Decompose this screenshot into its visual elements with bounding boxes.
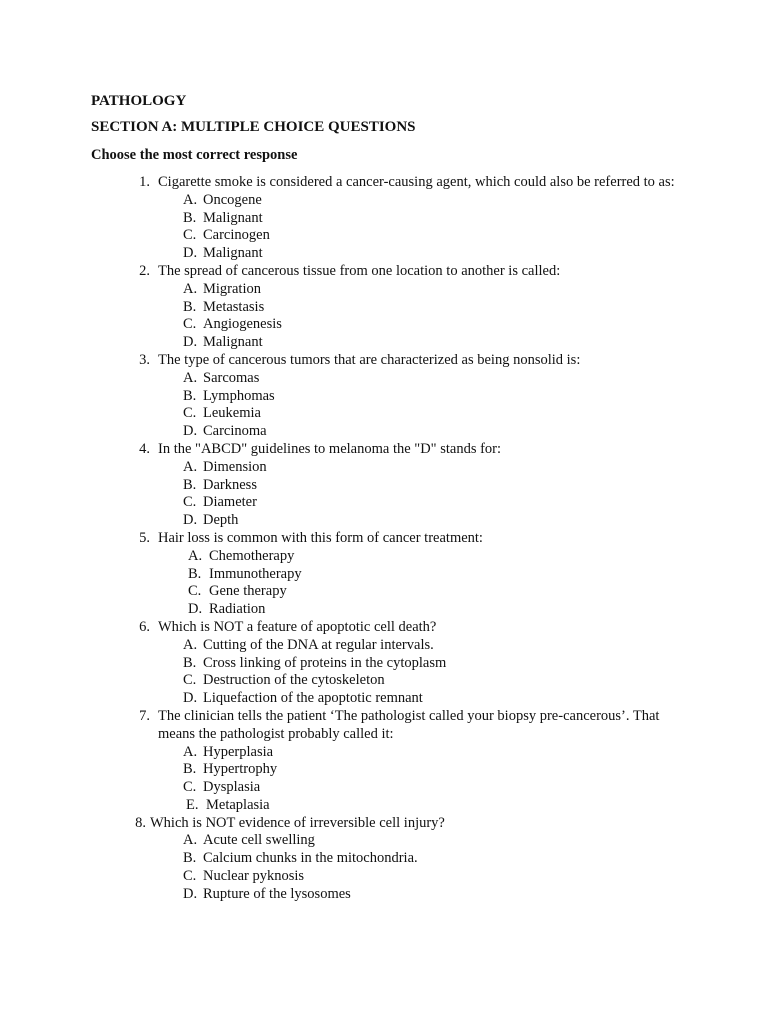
option-letter: B. <box>183 761 197 778</box>
question-number: 3. <box>139 351 150 368</box>
answer-option <box>0 548 768 566</box>
option-text: Dysplasia <box>203 779 261 796</box>
option-text: Calcium chunks in the mitochondria. <box>203 850 418 867</box>
option-text: Oncogene <box>203 191 262 208</box>
option-letter: D. <box>183 690 198 707</box>
option-text: Lymphomas <box>203 387 275 404</box>
answer-option <box>0 494 768 512</box>
answer-option <box>0 850 768 868</box>
option-letter: A. <box>183 832 198 849</box>
answer-option <box>0 423 768 441</box>
question-text: Hair loss is common with this form of cancer treatment: <box>158 529 483 546</box>
option-text: Nuclear pyknosis <box>203 868 305 885</box>
option-letter: C. <box>183 779 197 796</box>
option-text: Metaplasia <box>206 796 270 813</box>
answer-option <box>0 672 768 690</box>
option-text: Malignant <box>203 334 263 351</box>
question-text: Which is NOT evidence of irreversible cell injury? <box>150 814 445 831</box>
answer-option <box>0 210 768 228</box>
option-letter: A. <box>183 458 198 475</box>
question-item <box>0 530 768 619</box>
section-heading: SECTION A: MULTIPLE CHOICE QUESTIONS <box>91 119 416 135</box>
answer-option <box>0 459 768 477</box>
option-text: Acute cell swelling <box>203 832 315 849</box>
option-text: Radiation <box>209 601 266 618</box>
option-text: Carcinoma <box>203 423 267 440</box>
option-letter: B. <box>183 387 197 404</box>
instruction-text: Choose the most correct response <box>91 147 298 163</box>
question-item <box>0 815 768 904</box>
option-letter: B. <box>188 565 202 582</box>
question-text: The clinician tells the patient ‘The pathologist called your biopsy pre-cancerous’. That means the pathologist probably called it: <box>158 707 660 742</box>
option-letter: C. <box>183 405 197 422</box>
option-letter: C. <box>188 583 202 600</box>
question-text: In the "ABCD" guidelines to melanoma the "D" stands for: <box>158 440 502 457</box>
option-text: Malignant <box>203 209 263 226</box>
option-text: Sarcomas <box>203 369 260 386</box>
answer-option <box>0 388 768 406</box>
option-letter: A. <box>183 743 198 760</box>
option-text: Depth <box>203 512 239 529</box>
option-text: Carcinogen <box>203 227 270 244</box>
option-letter: B. <box>183 209 197 226</box>
option-letter: D. <box>183 245 198 262</box>
option-letter: E. <box>186 796 199 813</box>
option-text: Rupture of the lysosomes <box>203 885 351 902</box>
answer-option <box>0 868 768 886</box>
question-number: 4. <box>139 440 150 457</box>
option-text: Migration <box>203 280 261 297</box>
question-number: 6. <box>139 618 150 635</box>
answer-option <box>0 797 768 815</box>
option-text: Dimension <box>203 458 267 475</box>
answer-option <box>0 299 768 317</box>
option-letter: B. <box>183 298 197 315</box>
question-number: 1. <box>139 174 150 190</box>
option-text: Immunotherapy <box>209 565 302 582</box>
answer-option <box>0 886 768 904</box>
answer-option <box>0 192 768 210</box>
option-letter: A. <box>183 191 198 208</box>
option-letter: C. <box>183 672 197 689</box>
answer-option <box>0 655 768 673</box>
answer-option <box>0 245 768 263</box>
option-letter: C. <box>183 494 197 511</box>
answer-option <box>0 566 768 584</box>
answer-option <box>0 370 768 388</box>
question-text: Which is NOT a feature of apoptotic cell death? <box>158 618 437 635</box>
answer-option <box>0 744 768 762</box>
option-letter: D. <box>183 885 198 902</box>
question-number: 5. <box>139 529 150 546</box>
question-item <box>0 352 768 441</box>
answer-option <box>0 405 768 423</box>
option-letter: D. <box>183 512 198 529</box>
option-text: Diameter <box>203 494 257 511</box>
question-text: Cigarette smoke is considered a cancer-causing agent, which could also be referred to as: <box>158 174 675 190</box>
question-number: 7. <box>139 707 150 724</box>
option-text: Angiogenesis <box>203 316 282 333</box>
option-letter: D. <box>183 334 198 351</box>
option-letter: C. <box>183 868 197 885</box>
option-text: Malignant <box>203 245 263 262</box>
question-text: The spread of cancerous tissue from one location to another is called: <box>158 262 561 279</box>
option-letter: D. <box>183 423 198 440</box>
option-text: Metastasis <box>203 298 265 315</box>
option-letter: B. <box>183 850 197 867</box>
answer-option <box>0 637 768 655</box>
option-text: Liquefaction of the apoptotic remnant <box>203 690 423 707</box>
question-number: 8. <box>135 814 146 831</box>
option-text: Hypertrophy <box>203 761 278 778</box>
answer-option <box>0 761 768 779</box>
answer-option <box>0 690 768 708</box>
option-letter: B. <box>183 476 197 493</box>
option-text: Darkness <box>203 476 257 493</box>
option-text: Gene therapy <box>209 583 287 600</box>
answer-option <box>0 779 768 797</box>
question-number: 2. <box>139 262 150 279</box>
option-text: Leukemia <box>203 405 261 422</box>
question-item <box>0 708 768 815</box>
answer-option <box>0 512 768 530</box>
option-text: Chemotherapy <box>209 547 295 564</box>
answer-option <box>0 334 768 352</box>
option-letter: C. <box>183 227 197 244</box>
option-letter: C. <box>183 316 197 333</box>
document-title: PATHOLOGY <box>91 93 187 109</box>
option-letter: B. <box>183 654 197 671</box>
option-text: Cross linking of proteins in the cytoplasm <box>203 654 447 671</box>
question-list <box>0 174 768 904</box>
option-text: Destruction of the cytoskeleton <box>203 672 385 689</box>
option-text: Hyperplasia <box>203 743 274 760</box>
option-letter: A. <box>183 369 198 386</box>
option-letter: A. <box>188 547 203 564</box>
answer-option <box>0 281 768 299</box>
question-item <box>0 619 768 708</box>
answer-option <box>0 477 768 495</box>
answer-option <box>0 601 768 619</box>
option-letter: A. <box>183 636 198 653</box>
question-item <box>0 441 768 530</box>
option-text: Cutting of the DNA at regular intervals. <box>203 636 434 653</box>
answer-option <box>0 832 768 850</box>
answer-option <box>0 227 768 245</box>
option-letter: D. <box>188 601 203 618</box>
question-text: The type of cancerous tumors that are characterized as being nonsolid is: <box>158 351 581 368</box>
answer-option <box>0 316 768 334</box>
question-item <box>0 263 768 352</box>
option-letter: A. <box>183 280 198 297</box>
question-item <box>0 174 768 263</box>
answer-option <box>0 583 768 601</box>
